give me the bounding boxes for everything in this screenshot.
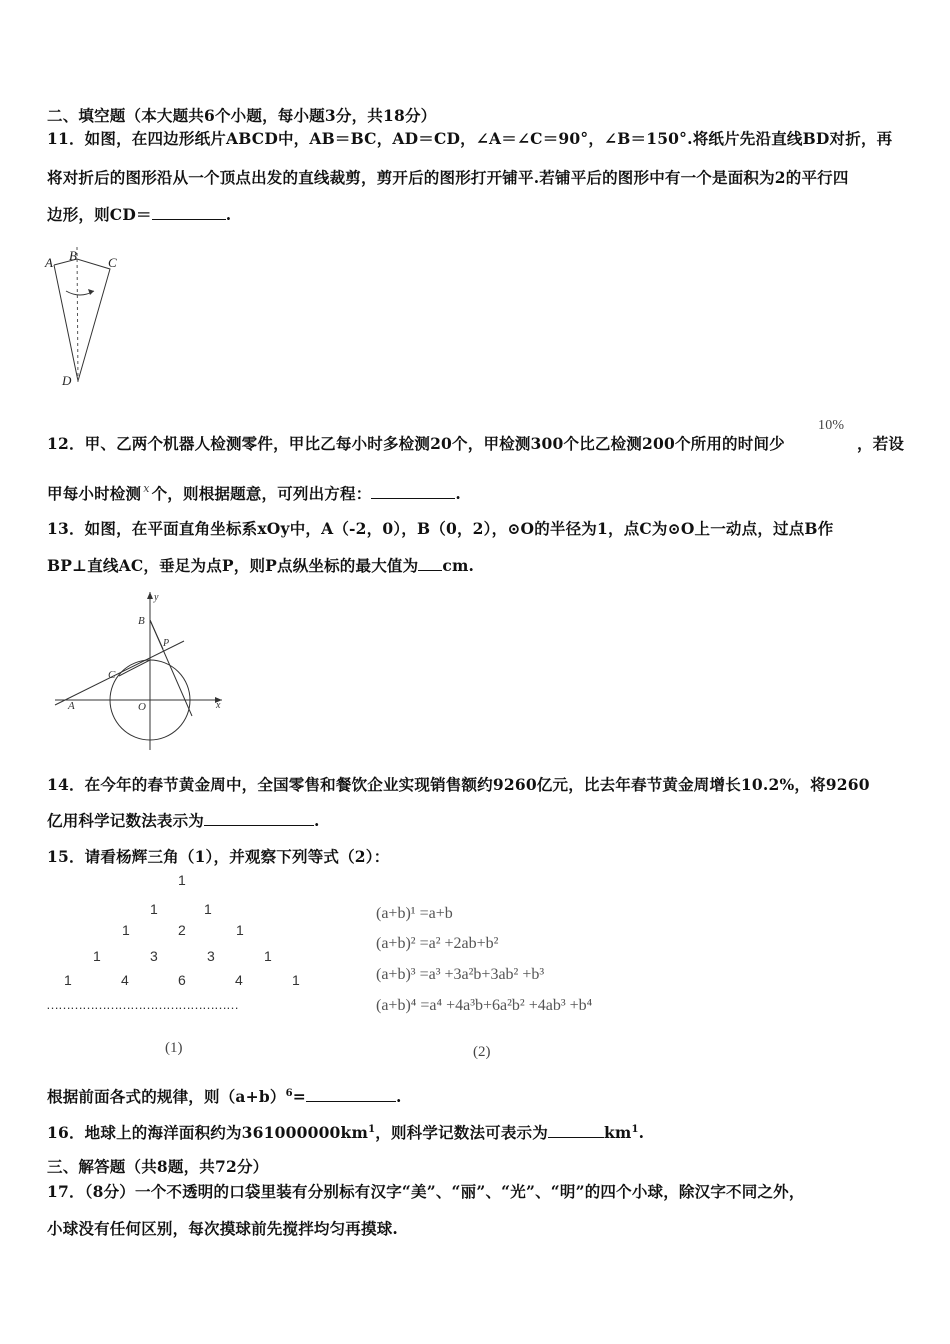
q15-line2 — [47, 1085, 402, 1107]
q12-line2b: 个，则根据题意，可列出方程： — [151, 484, 372, 503]
q12-percent: 10% — [818, 418, 845, 433]
q16-sup2: 1 — [631, 1123, 639, 1135]
q12-var-x: x — [143, 482, 150, 495]
q15-line2a: 根据前面各式的规律，则（a+b） — [47, 1087, 286, 1106]
label-p: P — [163, 638, 170, 649]
tri-r4-c4: 1 — [264, 948, 272, 964]
q17-line1: 17．（8分）一个不透明的口袋里装有分别标有汉字“美”、“丽”、“光”、“明”的四个小球，除汉字不同之外， — [47, 1182, 805, 1201]
q12-line1: 12．甲、乙两个机器人检测零件，甲比乙每小时多检测20个，甲检测300个比乙检测200个所用的时间少 — [47, 434, 785, 453]
q13-coordinate-figure — [50, 588, 230, 753]
q15-line2b: = — [292, 1087, 306, 1106]
tri-r3-c2: 2 — [178, 922, 186, 938]
q17-line2: 小球没有任何区别，每次摸球前先搅拌均匀再摸球. — [47, 1219, 398, 1238]
equation-2: (a+b)² =a² +2ab+b² — [376, 935, 499, 952]
tri-r3-c1: 1 — [122, 922, 130, 938]
q12-end: . — [455, 484, 462, 503]
q11-line1: 11．如图，在四边形纸片ABCD中，AB＝BC，AD＝CD，∠A＝∠C＝90°，∠B＝150°.将纸片先沿直线BD对折，再 — [47, 129, 893, 148]
line-ac — [55, 641, 184, 705]
q14-line2 — [47, 809, 320, 831]
tri-r5-c1: 1 — [64, 972, 72, 988]
label-o: O — [138, 701, 146, 713]
tri-r5-c3: 6 — [178, 972, 186, 988]
q11-line3-text: 边形，则CD＝ — [47, 205, 152, 224]
q14-line2-text: 亿用科学记数法表示为 — [47, 811, 205, 830]
section-heading-answers: 三、解答题（共8题，共72分） — [47, 1157, 269, 1176]
q15-answer-blank[interactable] — [306, 1087, 396, 1102]
tri-r3-c3: 1 — [236, 922, 244, 938]
q11-kite-figure — [40, 245, 130, 395]
q14-answer-blank[interactable] — [204, 811, 314, 826]
q16-text-a: 16．地球上的海洋面积约为361000000km — [47, 1123, 369, 1142]
tri-r1-c1: 1 — [178, 872, 186, 888]
fold-line-bd — [77, 247, 78, 385]
label-y: y — [154, 592, 159, 603]
tri-r2-c2: 1 — [204, 901, 212, 917]
q14-line1: 14．在今年的春节黄金周中，全国零售和餐饮企业实现销售额约9260亿元，比去年春节黄金周增长10.2%，将9260 — [47, 775, 870, 794]
q12-line2 — [47, 482, 461, 504]
tri-dots: ………………………………………… — [46, 997, 238, 1012]
tri-r4-c2: 3 — [150, 948, 158, 964]
q14-end: . — [314, 811, 320, 830]
q12-line2a: 甲每小时检测 — [47, 484, 142, 503]
q16-answer-blank[interactable] — [548, 1123, 604, 1138]
q11-answer-blank[interactable] — [152, 205, 226, 220]
tri-r5-c2: 4 — [121, 972, 129, 988]
q13-line2-text: BP⊥直线AC，垂足为点P，则P点纵坐标的最大值为 — [47, 556, 419, 575]
q13-unit: cm. — [442, 556, 475, 575]
y-axis-arrow — [147, 592, 153, 599]
equation-1: (a+b)¹ =a+b — [376, 905, 453, 922]
q16-end: . — [638, 1123, 645, 1142]
tri-r4-c3: 3 — [207, 948, 215, 964]
q15-end: . — [395, 1087, 402, 1106]
label-c: C — [108, 669, 116, 681]
equation-4: (a+b)⁴ =a⁴ +4a³b+6a²b² +4ab³ +b⁴ — [376, 997, 593, 1014]
q12-line1-end: ，若设 — [857, 434, 905, 453]
line-c-chord — [119, 660, 150, 676]
label-a: A — [68, 700, 75, 712]
tri-caption: (1) — [165, 1040, 183, 1056]
q16-line — [47, 1121, 644, 1143]
label-d: D — [62, 373, 72, 388]
label-c: C — [108, 255, 117, 270]
label-a: A — [45, 255, 53, 270]
q16-unit: km — [603, 1123, 632, 1142]
tri-r4-c1: 1 — [93, 948, 101, 964]
tri-r2-c1: 1 — [150, 901, 158, 917]
line-bc — [150, 620, 192, 716]
q11-line3 — [47, 203, 231, 225]
q13-line2 — [47, 554, 474, 576]
equation-3: (a+b)³ =a³ +3a²b+3ab² +b³ — [376, 966, 545, 983]
label-b: B — [69, 248, 77, 263]
q16-text-b: ，则科学记数法可表示为 — [375, 1123, 548, 1142]
q13-answer-blank[interactable] — [418, 556, 442, 571]
tri-r5-c4: 4 — [235, 972, 243, 988]
q15-exponent: 6 — [285, 1087, 293, 1099]
equations-caption: (2) — [473, 1044, 491, 1060]
label-x: x — [216, 700, 221, 711]
q15-line1: 15．请看杨辉三角（1），并观察下列等式（2）： — [47, 847, 390, 866]
q12-answer-blank[interactable] — [371, 484, 455, 499]
label-b: B — [138, 615, 145, 627]
q16-sup1: 1 — [368, 1123, 376, 1135]
section-heading-fill-in: 二、填空题（本大题共6个小题，每小题3分，共18分） — [47, 106, 437, 125]
q13-line1: 13．如图，在平面直角坐标系xOy中，A（-2，0），B（0，2），⊙O的半径为1，点C为⊙O上一动点，过点B作 — [47, 519, 834, 538]
kite-outline — [54, 259, 110, 381]
q11-end: . — [225, 205, 232, 224]
q11-line2: 将对折后的图形沿从一个顶点出发的直线裁剪，剪开后的图形打开铺平.若铺平后的图形中有一个是面积为2的平行四 — [47, 168, 849, 187]
tri-r5-c5: 1 — [292, 972, 300, 988]
